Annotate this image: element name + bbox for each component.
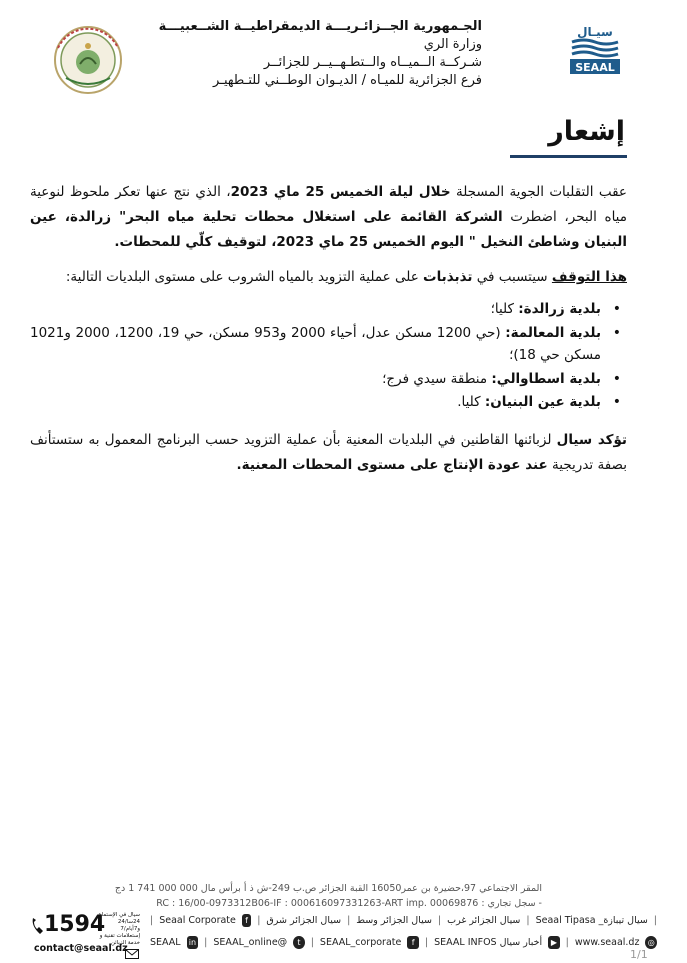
municipality-name: بلدية زرالدة: [518,301,601,317]
notice-title: إشعار [548,116,625,147]
conclusion-bold: عند عودة الإنتاج على مستوى المحطات المعنية. [236,456,548,473]
seaal-logo [566,24,624,76]
list-item [30,368,601,391]
intro-stations-bold: الشركة القائمة على استغلال محطات تحلية مياه البحر" زرالدة، عين البنيان وشاطئ النخيل " اليوم الخميس 25 ماي 2023، لتوقيف كلّي للمحطات. [30,209,627,250]
intro-paragraph [30,180,627,255]
municipality-detail: (حي 1200 مسكن عدل، أحياء 2000 و953 مسكن، حي 19، 1200، 2000 و1021 مسكن حي 18)؛ [30,324,601,363]
office-alger-ouest[interactable]: سيال الجزائر غرب [447,915,521,926]
page-number: 1/1 [630,948,648,961]
twitter-icon: t [293,936,305,949]
office-corporate[interactable]: Seaal Corporate [159,915,236,926]
title-underline [510,155,627,158]
municipality-name: بلدية عين البنيان: [484,394,601,410]
office-alger-centre[interactable]: سيال الجزائر وسط [356,915,432,926]
municipality-name: بلدية اسطاوالي: [491,370,601,387]
hotline-text: سيال في الإستماع 24سا/24 و7أيام/7 إستعلامات تقنية و خدمة الزبائن [98,912,140,946]
effect-text-2: على عملية التزويد بالمياه الشروب على مستوى البلديات التالية: [65,269,424,285]
facebook-icon: f [407,936,419,949]
republic-name: الجـمهورية الجــزائـريـــة الديمقراطيــة الشــعبيـــة [158,19,482,34]
seaal-logo-latin: SEAAL [575,61,615,74]
website-link[interactable]: www.seaal.dz [574,937,640,948]
municipality-name: بلدية المعالمة: [505,324,602,341]
youtube-link[interactable]: أخبار سيال SEAAL INFOS [434,937,543,948]
contact-email[interactable]: contact@seaal.dz [34,943,128,954]
list-item [30,298,601,321]
municipality-detail: كليا؛ [490,301,519,317]
ministry-name: وزارة الري [423,37,482,52]
branch-name: فرع الجزائرية للميـاه / الديـوان الوطــني للتـطهيـر [213,73,482,88]
intro-date-bold: خلال ليلة الخميس 25 ماي 2023 [230,184,451,200]
globe-icon: ◎ [645,936,657,949]
letterhead [158,18,482,90]
effect-subject: هذا التوقف [551,269,627,285]
phone-icon [30,916,44,940]
company-name: شـركــة الــميــاه والــتطـهــيــر للجزائــر [263,55,482,70]
mail-icon [125,944,139,963]
twitter-link[interactable]: @SEAAL_online [213,937,288,948]
office-tipasa[interactable]: سيال تيبازة_ Seaal Tipasa [535,915,648,926]
footer-registry: - سجل تجاري : RC : 16/00-0973312B06-IF : 000616097331263-ART imp. 00069876 [156,898,542,909]
facebook-icon: f [242,914,251,927]
footer-address: المقر الاجتماعي 97،حضيرة بن عمر16050 القبة الجزائر ص.ب 249-ش ذ أ برأس مال 000 000 741 1 دج [114,883,542,894]
hotline-number[interactable]: 1594 [44,912,106,937]
footer-offices: | سيال تيبازة_ Seaal Tipasa | سيال الجزائر غرب | سيال الجزائر وسط | سيال الجزائر شرق | f Seaal Corporate | [150,915,657,926]
list-item [30,322,601,367]
linkedin-icon: in [187,936,199,949]
municipality-detail: منطقة سيدي فرج؛ [382,370,492,387]
facebook-link[interactable]: SEAAL_corporate [319,937,402,948]
office-alger-est[interactable]: سيال الجزائر شرق [266,915,342,926]
footer-social: ◎ www.seaal.dz | ▶ أخبار سيال SEAAL INFOS | f SEAAL_corporate | t @SEAAL_online | in SEAAL [150,936,657,949]
intro-text-2: ، الذي نتج عنها تعكر ملحوظ لنوعية مياه البحر، اضطرت [30,184,627,225]
municipality-detail: كليا. [457,394,485,410]
list-item [30,391,601,414]
youtube-icon: ▶ [548,936,560,949]
linkedin-link[interactable]: SEAAL [150,937,181,948]
municipality-list [30,298,627,414]
seaal-logo-arabic: سيـال [577,25,613,39]
conclusion-subject: تؤكد سيال [556,431,627,448]
conclusion-paragraph [30,428,627,478]
intro-text-1: عقب التقلبات الجوية المسجلة [450,184,627,200]
effect-disruptions: تذبذبات [423,269,473,285]
effect-paragraph [30,265,627,290]
conclusion-text: لزبائنها القاطنين في البلديات المعنية بأن عملية التزويد حسب البرنامج المعمول به ستستأنف بصفة تدريجية [30,431,627,473]
notice-body [30,180,627,478]
ministry-seal [46,24,130,96]
effect-text-1: سيتسبب في [472,269,552,285]
